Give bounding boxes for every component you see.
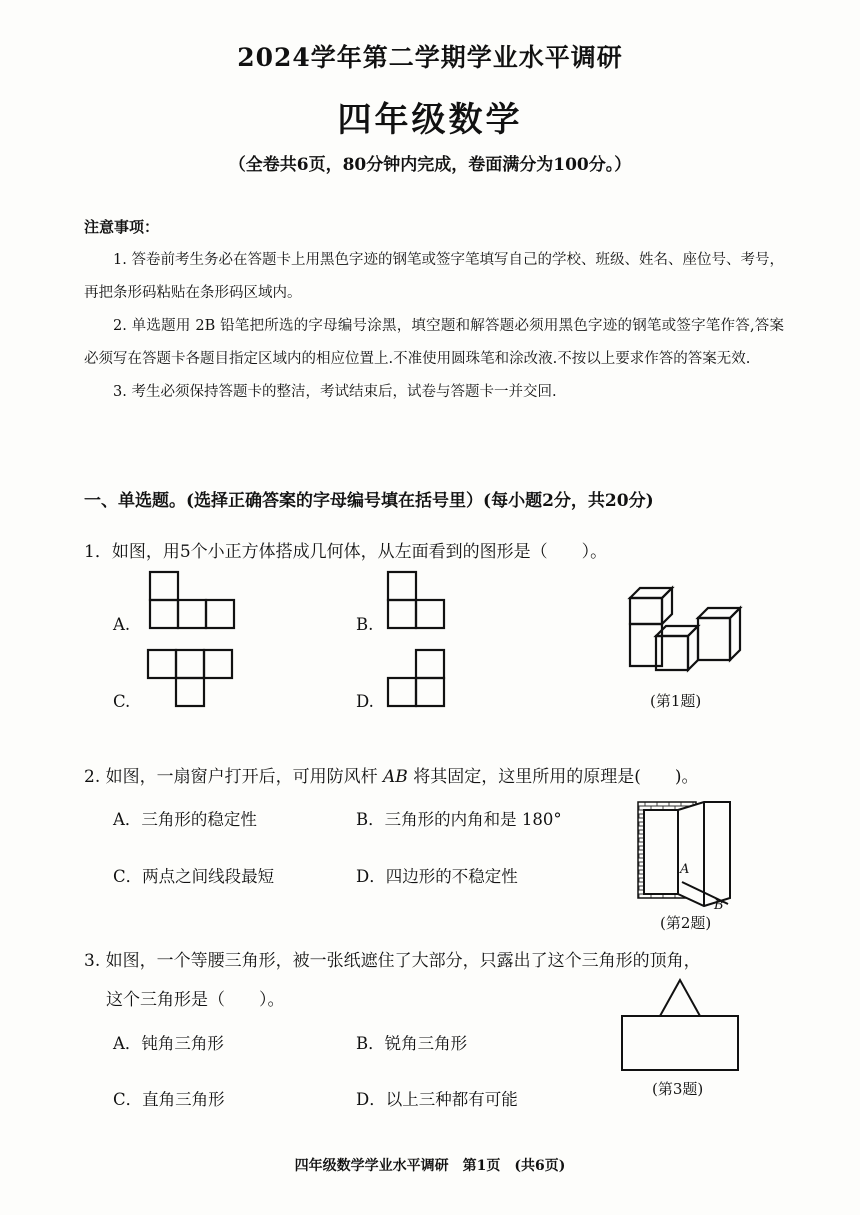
q1-option-b-label: B. [356, 615, 374, 634]
section-title: 一、单选题。(选择正确答案的字母编号填在括号里）(每小题2分，共20分) [84, 491, 654, 511]
q1-option-a-figure [148, 570, 238, 632]
q3-option-a: A．钝角三角形 [113, 1034, 224, 1053]
q2-option-b: B．三角形的内角和是 180° [356, 810, 562, 829]
note-item: 2. 单选题用 2B 铅笔把所选的字母编号涂黑，填空题和解答题必须用黑色字迹的钢笔或签字笔作答,答案必须写在答题卡各题目指定区域内的相应位置上.不准使用圆珠笔和涂改液.不按以上要求作答的答案无效. [84, 318, 784, 367]
q2-option-a: A．三角形的稳定性 [113, 810, 257, 829]
q3-caption: (第3题) [652, 1080, 704, 1098]
question-2-stem-prefix: 2. 如图，一扇窗户打开后，可用防风杆 [84, 767, 378, 787]
q1-option-d-figure [386, 648, 448, 710]
q3-option-d: D．以上三种都有可能 [356, 1090, 518, 1109]
question-2-stem-var: AB [383, 767, 408, 787]
q2-label-a: A [680, 862, 690, 877]
question-3-stem-line2: 这个三角形是（ ）。 [106, 990, 285, 1010]
q1-caption: (第1题) [650, 692, 702, 710]
q2-option-c: C．两点之间线段最短 [113, 867, 275, 886]
exam-title: 2024学年第二学期学业水平调研 [237, 43, 623, 72]
subject-title: 四年级数学 [337, 100, 523, 140]
notes-heading: 注意事项： [84, 218, 160, 236]
q2-label-b: B [714, 898, 724, 913]
exam-info: （全卷共6页，80分钟内完成，卷面满分为100分。） [228, 155, 632, 175]
question-3-stem-line1: 3. 如图，一个等腰三角形，被一张纸遮住了大部分，只露出了这个三角形的顶角， [84, 951, 701, 971]
q1-option-c-label: C. [113, 692, 131, 711]
q3-triangle-figure [618, 976, 742, 1074]
page-footer: 四年级数学学业水平调研 第1页 (共6页) [294, 1158, 566, 1174]
q2-option-d: D．四边形的不稳定性 [356, 867, 518, 886]
q1-option-c-figure [146, 648, 238, 710]
q1-option-d-label: D. [356, 692, 374, 711]
q2-caption: (第2题) [660, 914, 712, 932]
q1-option-b-figure [386, 570, 448, 632]
notes-list [84, 244, 784, 409]
note-item: 1. 答卷前考生务必在答题卡上用黑色字迹的钢笔或签字笔填写自己的学校、班级、姓名、座位号、考号，再把条形码粘贴在条形码区域内。 [84, 252, 784, 301]
question-2-stem [84, 762, 698, 787]
q1-cube-figure [626, 584, 750, 676]
note-item: 3. 考生必须保持答题卡的整洁，考试结束后，试卷与答题卡一并交回. [113, 384, 557, 400]
question-1-stem: 1．如图，用5个小正方体搭成几何体，从左面看到的图形是（ ）。 [84, 542, 608, 562]
question-2-stem-suffix: 将其固定，这里所用的原理是( )。 [413, 767, 699, 787]
q3-option-c: C．直角三角形 [113, 1090, 225, 1109]
q2-window-figure [636, 798, 740, 910]
q1-option-a-label: A. [113, 615, 131, 634]
q3-option-b: B．锐角三角形 [356, 1034, 468, 1053]
